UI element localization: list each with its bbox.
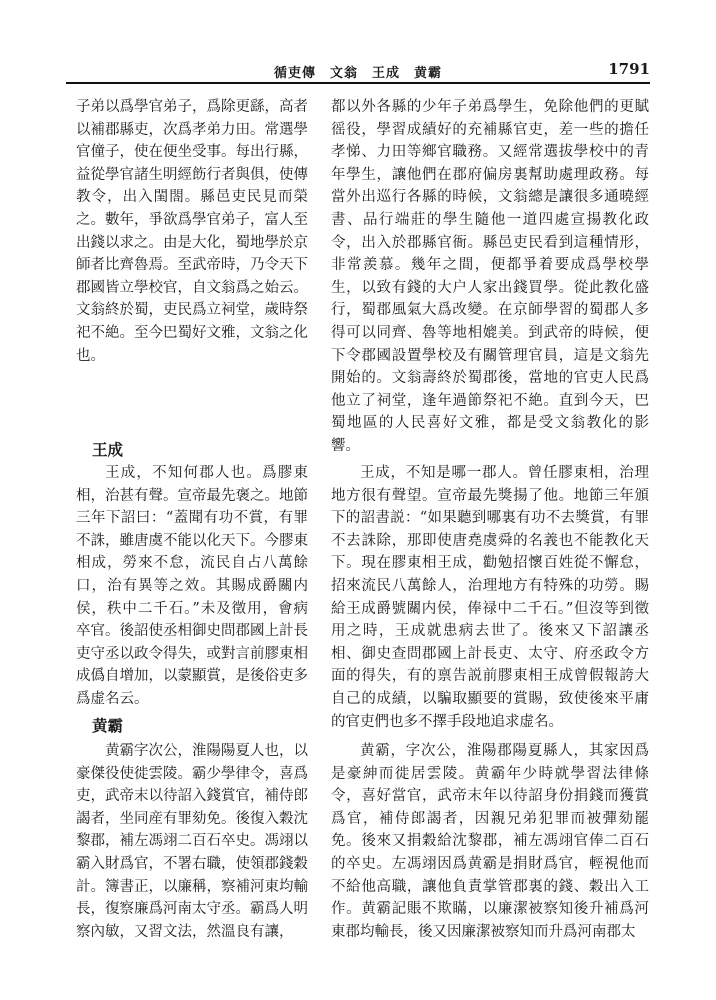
wangcheng-modern-paragraph: 王成，不知是哪一郡人。曾任膠東相，治理地方很有聲望。宣帝最先獎揚了他。地節三年頒下的詔書説：“如果聽到哪裏有功不去獎賞，有罪不去誅除，那即使唐堯虞舜的名義也不能教化天下。現在膠東相王成，勸勉招懷百姓從不懈怠，招來流民八萬餘人，治理地方有特殊的功勞。賜給王成爵號關内侯，俸禄中二千石。”但沒等到徵用之時，王成就患病去世了。後來又下詔讓丞相、御史查問郡國上計長吏、太守、府丞政令方面的得失，有的禀告説前膠東相王成曾假報誇大自己的成績，以騙取顯要的賞賜，致使後來平庸的官吏們也多不擇手段地追求虚名。: [331, 465, 649, 730]
huangba-modern-paragraph: 黄霸，字次公，淮陽郡陽夏縣人，其家因爲是豪紳而徙居雲陵。黄霸年少時就學習法律條令，喜好當官，武帝末年以待詔身份捐錢而獲賞爲官，補侍郎謁者，因親兄弟犯罪而被彈劾罷免。後來又捐穀給沈黎郡，補左馮翊官俸二百石的卒史。左馮翊因爲黄霸是捐財爲官，輕視他而不給他高職，讓他負責掌管郡裏的錢、穀出入工作。黄霸記賬不欺瞞，以廉潔被察知後升補爲河東郡均輸長，後又因廉潔被察知而升爲河南郡太: [331, 743, 649, 940]
huangba-classical-paragraph: 黄霸字次公，淮陽陽夏人也，以豪傑役使徙雲陵。霸少學律令，喜爲吏，武帝末以待詔入錢賞官，補侍郎謁者，坐同産有罪劾免。後復入穀沈黎郡，補左馮翊二百石卒史。馮翊以霸入財爲官，不署右職，使領郡錢穀計。簿書正，以廉稱，察補河東均輸長，復察廉爲河南太守丞。霸爲人明察內敏，又習文法，然溫良有讓，: [76, 743, 308, 940]
wangcheng-modern: [331, 462, 649, 733]
wangcheng-heading-classical: 王成: [92, 440, 124, 459]
wangcheng-classical: [76, 462, 308, 711]
huangba-classical: [76, 740, 308, 943]
wenweng-modern: [331, 96, 649, 458]
huangba-heading-classical: 黄霸: [92, 716, 124, 735]
page-number: 1791: [608, 60, 650, 78]
running-title: 循吏傳 文翁 王成 黄霸: [273, 66, 442, 81]
wenweng-modern-paragraph: 都以外各縣的少年子弟爲學生，免除他們的更賦徭役，學習成績好的充補縣官吏，差一些的擔任孝悌、力田等鄉官職務。又經常選拔學校中的青年學生，讓他們在郡府偏房裏幫助處理政務。每當外出巡行各縣的時候，文翁總是讓很多通曉經書、品行端莊的學生隨他一道四處宣揚教化政令，出入於郡縣官衙。縣邑吏民看到這種情形，非常羨慕。幾年之間，便都爭着要成爲學校學生，以致有錢的大户人家出錢買學。從此教化盛行，蜀郡風氣大爲改變。在京師學習的蜀郡人多得可以同齊、魯等地相媲美。到武帝的時候，便下令郡國設置學校及有關管理官員，這是文翁先開始的。文翁壽終於蜀郡後，當地的官吏人民爲他立了祠堂，逢年過節祭祀不絶。直到今天，巴蜀地區的人民喜好文雅，都是受文翁教化的影響。: [331, 99, 649, 454]
wangcheng-classical-paragraph: 王成，不知何郡人也。爲膠東相，治甚有聲。宣帝最先褒之。地節三年下詔曰：“蓋聞有功不賞，有罪不誅，雖唐虞不能以化天下。今膠東相成，勞來不怠，流民自占八萬餘口，治有異等之效。其賜成爵關内侯，秩中二千石。”未及徵用，會病卒官。後詔使丞相御史問郡國上計長吏守丞以政令得失，或對言前膠東相成僞自增加，以蒙顯賞，是後俗吏多爲虚名云。: [76, 465, 308, 707]
wenweng-classical-paragraph: 子弟以爲學官弟子，爲除更繇，高者以補郡縣吏，次爲孝弟力田。常選學官僮子，使在便坐受事。每出行縣，益從學官諸生明經飭行者與俱，使傳教令，出入閨閤。縣邑吏民見而榮之。數年，爭欲爲學官弟子，富人至出錢以求之。由是大化，蜀地學於京師者比齊魯焉。至武帝時，乃令天下郡國皆立學校官，自文翁爲之始云。文翁終於蜀，吏民爲立祠堂，歲時祭祀不絶。至今巴蜀好文雅，文翁之化也。: [76, 99, 308, 364]
running-header: [66, 56, 650, 84]
header-rule: [66, 82, 650, 84]
wenweng-classical: [76, 96, 308, 367]
huangba-modern: [331, 740, 649, 943]
